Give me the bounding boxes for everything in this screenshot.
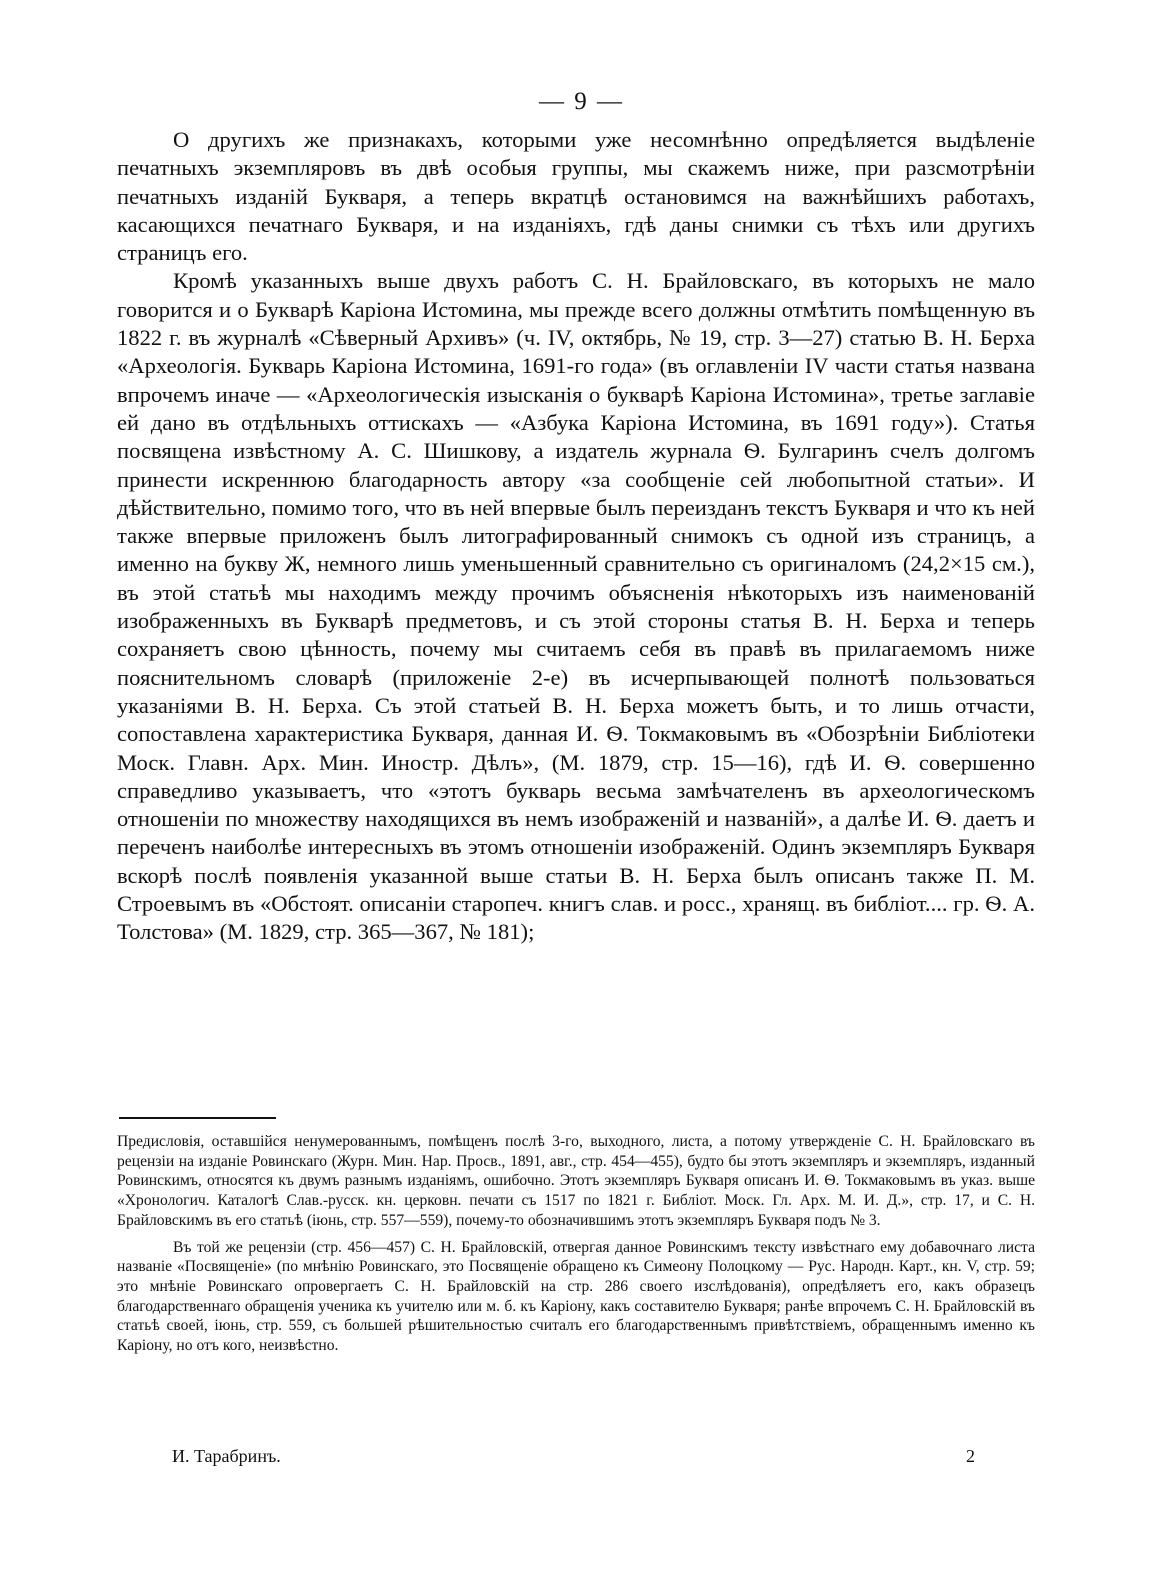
- paragraph-works-review: Кромѣ указанныхъ выше двухъ работъ С. Н. Брайловскаго, въ которыхъ не мало говорится и о Букварѣ Каріона Истомина, мы прежде всего должны отмѣтить помѣщенную въ 1822 г. въ журналѣ «Сѣверный Архивъ» (ч. IV, октябрь, № 19, стр. 3—27) статью В. Н. Берха «Археологія. Букварь Каріона Истомина, 1691-го года» (въ оглавленіи IV части статья названа впрочемъ иначе — «Археологическія изысканія о букварѣ Каріона Истомина», третье заглавіе ей дано въ отдѣльныхъ оттискахъ — «Азбука Каріона Истомина, въ 1691 году»). Статья посвящена извѣстному А. С. Шишкову, а издатель журнала Ѳ. Булгаринъ счелъ долгомъ принести искреннюю благодарность автору «за сообщеніе сей любопытной статьи». И дѣйствительно, помимо того, что въ ней впервые былъ переизданъ текстъ Букваря и что къ ней также впервые приложенъ былъ литографированный снимокъ съ одной изъ страницъ, а именно на букву Ж, немного лишь уменьшенный сравнительно съ оригиналомъ (24,2×15 см.), въ этой статьѣ мы находимъ между прочимъ объясненія нѣкоторыхъ изъ наименованій изображенныхъ въ Букварѣ предметовъ, и съ этой стороны статья В. Н. Берха и теперь сохраняетъ свою цѣнность, почему мы считаемъ себя въ правѣ въ прилагаемомъ ниже пояснительномъ словарѣ (приложеніе 2-е) въ исчерпывающей полнотѣ пользоваться указаніями В. Н. Берха. Съ этой статьей В. Н. Берха можетъ быть, и то лишь отчасти, сопоставлена характеристика Букваря, данная И. Ѳ. Токмаковымъ въ «Обозрѣніи Библіотеки Моск. Главн. Арх. Мин. Иностр. Дѣлъ», (М. 1879, стр. 15—16), гдѣ И. Ѳ. совершенно справедливо указываетъ, что «этотъ букварь весьма замѣчателенъ въ археологическомъ отношеніи по множеству находящихся въ немъ изображеній и названій», а далѣе И. Ѳ. даетъ и переченъ наиболѣе интересныхъ въ этомъ отношеніи изображеній. Одинъ экземпляръ Букваря вскорѣ послѣ появленія указанной выше статьи В. Н. Берха былъ описанъ также П. М. Строевымъ въ «Обстоят. описаніи старопеч. книгъ слав. и росс., хранящ. въ библіот.... гр. Ѳ. А. Толстова» (М. 1829, стр. 365—367, № 181);: [117, 268, 1035, 945]
- footnote-continuation: Предисловія, оставшійся ненумерованнымъ, помѣщенъ послѣ 3-го, выходного, листа, а потому утвержденіе С. Н. Брайловскаго въ рецензіи на изданіе Ровинскаго (Журн. Мин. Нар. Просв., 1891, авг., стр. 454—455), будто бы этотъ экземпляръ и экземпляръ, изданный Ровинскимъ, относятся къ двумъ разнымъ изданіямъ, ошибочно. Этотъ экземпляръ Букваря описанъ И. Ѳ. Токмаковымъ въ указ. выше «Хронологич. Каталогѣ Слав.-русск. кн. церковн. печати съ 1517 по 1821 г. Библіот. Моск. Гл. Арх. М. И. Д.», стр. 17, и С. Н. Брайловскимъ въ его статьѣ (іюнь, стр. 557—559), почему-то обозначившимъ этотъ экземпляръ Букваря подъ № 3.: [117, 1133, 1035, 1229]
- main-text: [117, 126, 1035, 947]
- author-signature: И. Тарабринъ.: [172, 1446, 281, 1466]
- page-number: — 9 —: [539, 88, 624, 115]
- footnote-separator: [119, 1117, 276, 1119]
- sheet-number: 2: [966, 1446, 975, 1466]
- footnote-paragraph: Въ той же рецензіи (стр. 456—457) С. Н. Брайловскій, отвергая данное Ровинскимъ тексту извѣстнаго ему добавочнаго листа названіе «Посвященіе» (по мнѣнію Ровинскаго, это Посвященіе обращено къ Симеону Полоцкому — Рус. Народн. Карт., кн. V, стр. 59; это мнѣніе Ровинскаго опровергаетъ С. Н. Брайловскій на стр. 286 своего изслѣдованія), опредѣляетъ его, какъ образецъ благодарственнаго обращенія ученика къ учителю или м. б. къ Каріону, какъ составителю Букваря; ранѣе впрочемъ С. Н. Брайловскій въ статьѣ своей, іюнь, стр. 559, съ большей рѣшительностью считалъ его благодарственнымъ привѣтствіемъ, обращеннымъ именно къ Каріону, но отъ кого, неизвѣстно.: [117, 1238, 1035, 1355]
- footnotes: [117, 1132, 1035, 1356]
- paragraph-intro: О другихъ же признакахъ, которыми уже несомнѣнно опредѣляется выдѣленіе печатныхъ экземпляровъ въ двѣ особыя группы, мы скажемъ ниже, при разсмотрѣніи печатныхъ изданій Букваря, а теперь вкратцѣ остановимся на важнѣйшихъ работахъ, касающихся печатнаго Букваря, и на изданіяхъ, гдѣ даны снимки съ тѣхъ или другихъ страницъ его.: [117, 127, 1035, 266]
- page-footer: [172, 1446, 975, 1467]
